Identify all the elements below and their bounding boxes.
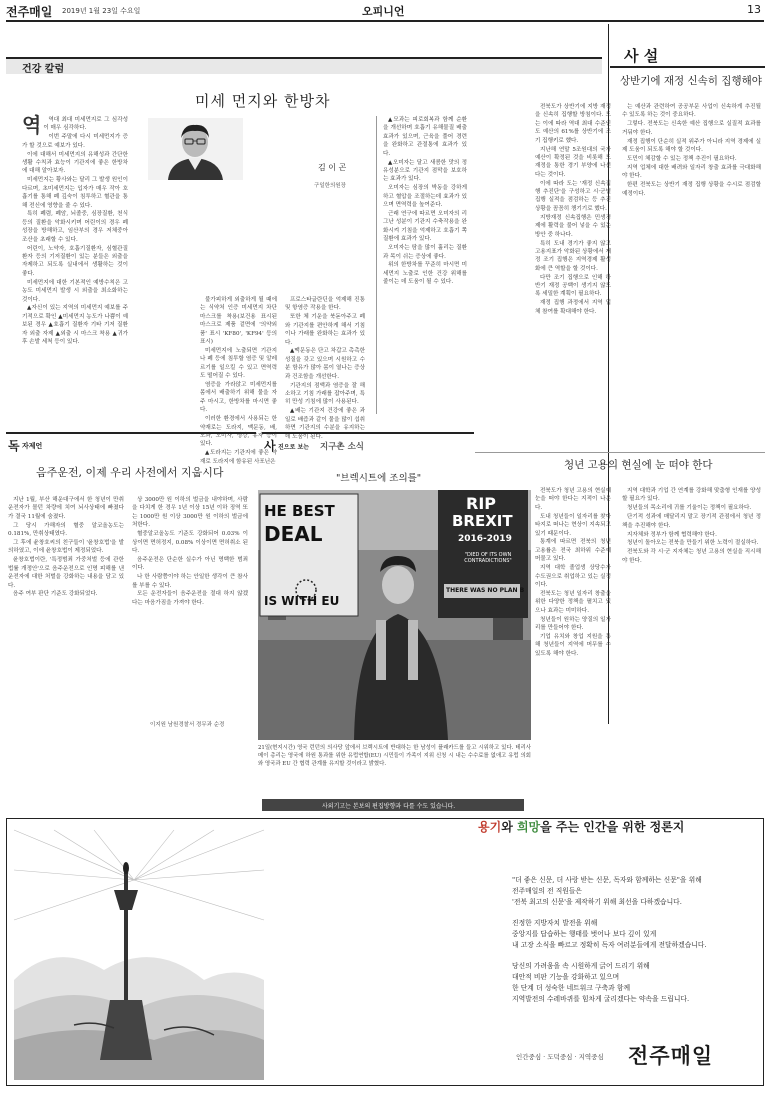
health-col3-paragraph: ▲배는 기관지 건강에 좋은 과일로 배즙과 같이 물을 많이 섭취하면 기관지의 수분을 유지하는 데 도움이 된다.	[285, 408, 365, 440]
masthead-section: 오피니언	[362, 5, 405, 18]
sign-left-line-1: HE BEST	[264, 502, 335, 520]
health-author-role: 구일한의원장	[314, 183, 346, 189]
ad-headline-and: 와	[501, 820, 517, 834]
editorial-1-a-paragraph: 이에 따라 도는 '재정 신속집행 추진단'을 구성하고 시·군별 집행 실적을 점검하는 등 추진 상황을 꼼꼼히 챙기기로 했다.	[535, 180, 611, 212]
ad-line: 내 고장 소식을 빠르고 정확히 독자 여러분들에게 전달하겠습니다.	[512, 940, 707, 949]
editorial-1-col-a-body	[535, 103, 611, 316]
reader-tag-small: 자제언	[22, 442, 43, 450]
reader-col2-paragraph: 혈중알코올농도 기준도 강화되어 0.03% 이상이면 면허정지, 0.08% 이상이면 면허취소 된다.	[132, 531, 248, 554]
editorial-2-column-b	[622, 487, 761, 797]
health-col2-paragraph: 미세먼지에 노출되면 기관지나 폐 등에 침투할 염증 및 알레르기를 일으킬 수 있고 면역력도 떨어질 수 있다.	[200, 347, 277, 380]
editorial-1-b-paragraph: 도민이 체감할 수 있는 정책 추진이 필요하다.	[627, 155, 737, 162]
editorial-1-a-paragraph: 다만 조기 집행으로 인해 하반기 재정 공백이 생기지 않도록 세밀한 계획이 필요하다.	[535, 274, 611, 298]
health-col1-paragraph: 특히 폐렴, 폐암, 뇌졸중, 심장질환, 천식 등의 질환을 악화시키며 어린이의 경우 폐성장을 방해하고, 임산부의 경우 저체중아 조산을 초래할 수 있다.	[22, 211, 128, 243]
reader-tag-big: 독	[8, 439, 20, 453]
ad-slogan: 인간중심 · 도덕중심 · 지역중심	[516, 1053, 604, 1061]
editorial-2-a-paragraph: 통계에 따르면 전북의 청년 고용률은 전국 최하위 수준에 머물고 있다.	[535, 539, 611, 563]
reader-col2-paragraph: 음주운전은 단순한 실수가 아닌 명백한 범죄이다.	[132, 556, 248, 572]
photo-tag-small-2: 지구촌 소식	[320, 442, 365, 452]
masthead	[0, 0, 770, 22]
masthead-date: 2019년 1월 23일 수요일	[62, 7, 141, 15]
ad-headline	[478, 818, 684, 835]
editorial-2-b-paragraph: 전북도와 각 시·군 지자체는 청년 고용의 현실을 직시해야 한다.	[622, 549, 761, 564]
health-col1-paragraph: 역대 최대 미세먼지로 그 심각성이 매우 심각하다.	[43, 117, 128, 132]
ad-headline-rest: 을 주는 인간을 위한 정론지	[540, 820, 685, 834]
health-col3-paragraph: ▲맥문동은 단고 차갑고 촉촉한 성질을 갖고 있으며 시원하고 수분 함유가 많아 몸이 열나는 증상과 건조함을 개선한다.	[285, 348, 365, 380]
editorial-2-b-paragraph: 지자체와 정부가 함께 협력해야 한다.	[627, 531, 717, 538]
editorial-1-b-paragraph: 그렇다. 전북도는 신속한 예산 집행으로 실질적 효과를 거둬야 한다.	[622, 121, 761, 136]
health-col4-paragraph: 근래 연구에 따르면 오미자의 리그난 성분이 기관지 수축작용을 완화시켜 기침을 억제하고 호흡기 쪽 질환에 효과가 있다.	[383, 210, 467, 243]
editorial-2-b-paragraph: 단기적 성과에 매달리지 말고 장기적 관점에서 청년 정책을 추진해야 한다.	[622, 514, 761, 529]
health-top-rule	[6, 57, 602, 59]
health-col3-paragraph: 프로스타글란딘을 억제해 진통 및 항염증 작용을 한다.	[285, 297, 365, 312]
health-col1-paragraph: 미세먼지는 황사와는 달리 그 발생 원인이 다르며, 초미세먼지는 입자가 매우 작아 호흡기를 통해 폐 깊숙이 침투하고 혈관을 통해 전신에 영향을 줄 수 있다.	[22, 177, 128, 209]
ad-headline-courage: 용기	[478, 820, 502, 834]
ad-line: 한 단계 더 성숙한 네트워크 구축과 함께	[512, 983, 631, 992]
reader-column-2	[132, 496, 248, 718]
health-tag-bar	[6, 58, 602, 74]
masthead-page-number: 13	[747, 3, 761, 16]
sign-right-line-3: 2016-2019	[458, 534, 512, 544]
sign-right-line-2: BREXIT	[452, 512, 513, 530]
editorial-1-column-a	[535, 103, 611, 438]
editorial-1-a-paragraph: 지방재정 신속집행은 민생경제에 활력을 불어 넣을 수 있는 방안 중 하나다.	[535, 214, 611, 238]
health-column-1	[22, 113, 128, 414]
health-col2-paragraph: ▲도라지는 기관지에 좋은 약재로 도라지에 함유된 사포닌은	[200, 450, 277, 465]
health-dropcap: 역	[22, 113, 42, 137]
reader-top-rule	[6, 432, 256, 434]
editorial-1-a-paragraph: 재정 집행 과정에서 지역 업체 참여를 확대해야 한다.	[535, 300, 611, 315]
photo-top-rule	[262, 432, 474, 434]
editorial-2-col-b-body	[622, 487, 761, 565]
ad-body	[512, 875, 752, 1005]
health-col2-paragraph: 이러한 환경에서 사용되는 한약재로는 도라지, 맥문동, 배, 모과, 오미자, 생강, 유자 등이 있다.	[200, 416, 277, 448]
reader-signature: 이지원 남원경찰서 경무과 순경	[150, 722, 225, 728]
reader-col2-paragraph: 나 한 사람쯤이야 하는 안일한 생각이 큰 참사를 부를 수 있다.	[132, 574, 248, 589]
health-column-2	[200, 296, 277, 465]
health-divider-1	[376, 116, 377, 414]
reader-column-1	[8, 496, 124, 726]
health-col2-paragraph: 염증을 가라앉고 미세먼지를 몸에서 배출하기 위해 물을 자주 마시고, 한방차를 마시면 좋다.	[200, 382, 277, 414]
ad-line: 전주매일의 전 직원들은	[512, 886, 582, 895]
editorial-separator	[475, 452, 765, 453]
reader-col2-paragraph: 모든 운전자들이 음주운전을 절대 하지 않겠다는 마음가짐을 가져야 한다.	[132, 591, 248, 606]
ad-line: "더 좋은 신문, 더 사랑 받는 신문, 독자와 함께하는 신문"을 위해	[512, 876, 702, 884]
editorial-tag-label: 사 설	[624, 47, 659, 65]
editorial-1-b-paragraph: 한편 전북도는 상반기 재정 집행 상황을 수시로 점검할 예정이다.	[622, 182, 761, 197]
photo-title: "브렉시트에 조의를"	[336, 473, 422, 484]
health-col1-paragraph: ▲자신이 있는 지역의 미세먼지 예보를 주기적으로 확인 ▲미세먼지 농도가 나쁨이 예보된 경우 ▲호흡기 질환자 기타 기저 질환자 외출 자제 ▲외출 시 마스크 착용 ▲귀가 후 손발 세척 등이 있다.	[22, 305, 128, 346]
reader-col1-paragraph: 지난 1월, 부산 해운대구에서 한 청년이 만취운전자가 몰던 차량에 치여 뇌사상태에 빠졌다가 결국 11월에 숨졌다.	[8, 497, 124, 520]
health-col4-paragraph: 오미자는 심장의 박동을 강하게 하고 혈압을 조절하는데 효과가 있으며 면역력을 높여준다.	[383, 185, 467, 209]
reader-col1-paragraph: 그 후에 윤창호씨의 친구들이 '윤창호법'을 발의하였고, 이에 윤창호법이 제정되었다.	[8, 540, 124, 555]
ad-line: 진정한 지방자치 발전을 위해	[512, 919, 598, 928]
editorial-2-column-a	[535, 487, 611, 797]
editorial-title-1: 상반기에 재정 신속히 집행해야	[620, 75, 762, 87]
health-col3-paragraph: 또한 체 기운을 북돋아주고 폐와 기관지를 편안하게 해서 기침이나 가래를 완화하는 효과가 있다.	[285, 314, 365, 346]
ad-logo: 전주매일	[628, 1043, 714, 1068]
health-tag: 건강 칼럼	[22, 64, 65, 75]
health-col4-paragraph: ▲오미자는 달고 새콤한 맛의 정유성분으로 기관지 점막을 보호하는 효과가 있다.	[383, 159, 467, 183]
ad-line: 중앙지를 답습하는 행태를 벗어나 보다 깊이 있게	[512, 929, 657, 938]
ad-illustration	[14, 830, 264, 1080]
editorial-2-b-paragraph: 지역 대학과 기업 간 연계를 강화해 맞춤형 인재를 양성할 필요가 있다.	[622, 488, 761, 503]
editorial-2-col-a-body	[535, 487, 611, 658]
footer-note-box	[262, 799, 524, 811]
editorial-title-2: 청년 고용의 현실에 눈 떠야 한다	[564, 459, 713, 471]
reader-col1-body	[8, 496, 124, 599]
reader-col1-paragraph: 윤창호법이란, '특정범죄 가중처벌 등에 관한 법률 개정안'으로 음주운전으로 인명 피해를 낸 운전자에 대한 처벌을 강화하는 내용을 담고 있다.	[8, 557, 124, 589]
editorial-2-b-paragraph: 청년이 돌아오는 전북을 만들기 위한 노력이 절실하다.	[627, 540, 759, 547]
editorial-tag-underline	[610, 66, 765, 68]
editorial-tag	[610, 42, 765, 66]
editorial-2-a-paragraph: 기업 유치와 창업 지원을 통해 청년들이 지역에 머무를 수 있도록 해야 한다.	[535, 633, 611, 657]
sign-right-line-5: THERE WAS NO PLAN B	[446, 587, 525, 594]
reader-col1-paragraph: 그 당시 가해자의 혈중 알코올농도는 0.181%, 만취상태였다.	[8, 522, 124, 538]
editorial-1-column-b	[622, 103, 761, 438]
sign-left-line-3: IS WITH EU	[264, 594, 340, 608]
ad-line	[512, 951, 752, 962]
ad-line: 대안적 비판 기능을 강화하고 있으며	[512, 973, 620, 982]
editorial-1-a-paragraph: 특히 도내 경기가 좋지 않고 고용지표가 악화된 상황에서 재정 조기 집행은 지역경제 활성화에 큰 역할을 할 것이다.	[535, 240, 611, 272]
health-col4-body	[383, 116, 467, 287]
health-col2-paragraph: 불가피하게 외출하게 될 때에는 식약처 인증 미세먼지 차단 마스크를 착용(보건용 표시된 마스크로 제품 겉면에 '의약외품' 표시 'KF80', 'KF94' 등의 표시)	[200, 297, 277, 346]
sign-right-line-4: "DIED OF ITS OWN CONTRADICTIONS"	[464, 552, 512, 564]
health-col4-paragraph: 위의 한방차를 꾸준히 마시면 미세먼지 노출로 인한 건강 위해를 줄이는 데 도움이 될 수 있다.	[383, 262, 467, 286]
photo-caption: 21일(현지시간) 영국 런던의 의사당 앞에서 브렉시트에 반대하는 한 남성이 플래카드를 들고 시위하고 있다. 테리사 메이 총리는 영국에 하원 통과를 위한 유럽연합(EU) 시민들이 가족이 지위 신청 시 내는 수수료를 없애고 유럽 의회와 영국과 EU 간 협력 관계를 유지할 것이라고 밝혔다.	[258, 745, 531, 767]
editorial-1-b-paragraph: 는 예산과 관련하여 공공부문 사업이 신속하게 추진될 수 있도록 하는 것이 중요하다.	[622, 104, 761, 119]
ad-line: 당신의 가려움을 속 시원하게 긁어 드리기 위해	[512, 962, 650, 971]
photo-tag-big: 사	[264, 439, 276, 453]
reader-col1-paragraph: 음주 여부 판단 기준도 강화되었다.	[13, 591, 98, 598]
ad-line	[512, 907, 752, 918]
health-col4-paragraph: 오미자는 땀을 많이 흘리는 질환과 목이 쉬는 증상에 좋다.	[383, 245, 467, 260]
editorial-1-b-paragraph: 재정 집행이 단순히 실적 위주가 아니라 지역 경제에 실제 도움이 되도록 해야 할 것이다.	[622, 138, 761, 154]
editorial-2-a-paragraph: 전북도는 청년 일자리 창출을 위한 다양한 정책을 펼치고 있으나 효과는 미미하다.	[535, 590, 611, 614]
health-col1-paragraph: 이번 주말에 다시 미세먼지가 증가 할 것으로 예보가 있다.	[22, 134, 128, 149]
masthead-rule	[6, 20, 764, 22]
ad-line: 지역발전의 수레바퀴를 힘차게 굴리겠다는 약속을 드립니다.	[512, 994, 690, 1003]
health-col1-paragraph: 미세먼지에 대한 기본적인 예방수칙은 고농도 미세먼지 발생 시 외출을 최소화하는 것이다.	[22, 279, 128, 303]
masthead-paper-name: 전주매일	[6, 5, 53, 19]
reader-title: 음주운전, 이제 우리 사전에서 지웁시다	[36, 466, 224, 479]
health-col1-paragraph: 이에 대해서 미세먼지의 유해성과 간단한 생활 수칙과 효능이 기관지에 좋은 한방차에 대해 알아보자.	[22, 151, 128, 175]
editorial-1-b-paragraph: 지역 업체에 대한 배려와 일자리 창출 효과를 극대화해야 한다.	[622, 164, 761, 180]
photo-tag-small-1: 진으로 보는	[278, 444, 310, 451]
author-photo	[148, 118, 243, 180]
editorial-2-a-paragraph: 도내 청년들이 일자리를 찾아 타지로 떠나는 현상이 지속되고 있기 때문이다.	[535, 513, 611, 537]
ad-line: '전북 최고의 신문'을 제작하기 위해 최선을 다하겠습니다.	[512, 897, 682, 906]
author-portrait-image	[148, 118, 243, 180]
editorial-2-a-paragraph: 청년들이 원하는 양질의 일자리를 만들어야 한다.	[535, 616, 611, 631]
editorial-2-a-paragraph: 전북도가 청년 고용의 현실에 눈을 떠야 한다는 지적이 나온다.	[535, 488, 611, 511]
health-col1-paragraph: 어린이, 노약자, 호흡기질환자, 심혈관질환자 등의 기저질환이 있는 분들은 외출을 자제하고 되도록 실내에서 생활하는 것이 좋다.	[22, 245, 128, 277]
editorial-1-col-b-body	[622, 103, 761, 198]
health-col3-body	[285, 296, 365, 441]
health-column-4	[383, 116, 467, 414]
health-col3-paragraph: 기관지의 점액과 염증을 잘 해소하고 기침 가래를 잡아주며, 특히 만성 기침에 많이 사용된다.	[285, 382, 365, 406]
editorial-1-a-paragraph: 전북도가 상반기에 지방 재정을 신속히 집행할 방침이다. 도는 이에 따라 역대 최대 수준인 도 예산의 61%를 상반기에 조기 집행키로 했다.	[535, 104, 611, 144]
reader-col2-body	[132, 496, 248, 607]
photo-image	[258, 490, 531, 740]
health-column-3	[285, 296, 365, 440]
sign-left-line-2: DEAL	[264, 522, 323, 546]
footer-note: 사외기고는 본보의 편집방향과 다를 수도 있습니다.	[322, 803, 456, 810]
editorial-1-a-paragraph: 지난해 연말 5조원대의 국가예산이 확정된 것을 비롯해 도 재정을 통한 경기 부양에 나선다는 것이다.	[535, 146, 611, 178]
editorial-2-b-paragraph: 청년들의 목소리에 귀를 기울이는 정책이 필요하다.	[627, 505, 752, 512]
health-col1-body	[22, 113, 128, 346]
reader-col2-paragraph: 상 3000만 원 이하의 벌금을 내야하며, 사람을 다치게 한 경우 1년 이상 15년 이하 징역 또는 1000만 원 이상 3000만 원 이하의 벌금에 처한다.	[132, 497, 248, 529]
health-title: 미세 먼지와 한방차	[195, 92, 331, 110]
tower-sunburst-illustration	[14, 830, 264, 1080]
health-col4-paragraph: ▲모과는 피로회복과 함께 순환을 개선하며 호흡기 유해물질 배출 효과가 있으며, 근육을 풀어 경련을 완화하고 관절통에 효과가 있다.	[383, 117, 467, 157]
sign-right-line-1: RIP	[466, 494, 496, 513]
health-author-name: 김 이 곤	[318, 163, 347, 172]
ad-headline-hope: 희망	[516, 820, 541, 834]
editorial-2-a-paragraph: 지역 대학 졸업생 상당수가 수도권으로 취업하고 있는 실정이다.	[535, 565, 611, 588]
